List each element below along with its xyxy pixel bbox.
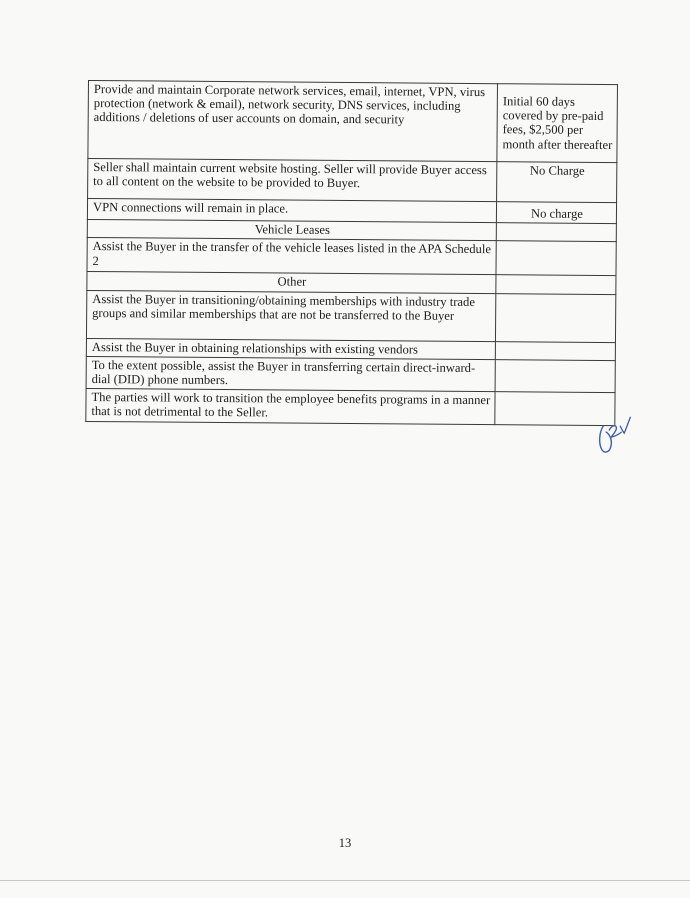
table-row <box>87 238 616 276</box>
row-description: To the extent possible, assist the Buyer in transferring certain direct-inward-dial (DID) phone numbers. <box>86 356 495 392</box>
row-description: Provide and maintain Corporate network services, email, internet, VPN, virus protection (network & email), network security, DNS services, including additions / deletions of user accounts on domain, and security <box>88 80 498 161</box>
row-fee <box>496 241 616 276</box>
table-row <box>88 80 618 162</box>
handwritten-initials <box>593 412 633 458</box>
row-fee-empty <box>496 275 616 294</box>
row-description: Seller shall maintain current website hosting. Seller will provide Buyer access to all content on the website to be provided to Buyer. <box>88 158 497 201</box>
table-row <box>86 389 615 426</box>
row-description: Assist the Buyer in transitioning/obtaining memberships with industry trade groups and similar memberships that are not be transferred to the Buyer <box>86 290 495 341</box>
page-number: 13 <box>338 836 352 850</box>
section-heading: Vehicle Leases <box>87 220 496 241</box>
row-fee: Initial 60 days covered by pre-paid fees, $2,500 per month after thereafter <box>497 84 618 163</box>
row-fee <box>495 359 615 392</box>
services-table <box>85 80 618 426</box>
scan-edge-line <box>0 880 690 881</box>
table-row <box>86 290 615 342</box>
table-row <box>88 158 617 202</box>
row-description: Assist the Buyer in obtaining relationships with existing vendors <box>86 338 495 359</box>
section-heading: Other <box>87 272 496 293</box>
row-fee <box>495 341 615 360</box>
row-fee <box>495 293 615 342</box>
row-fee: No charge <box>496 202 616 224</box>
row-fee-empty <box>496 223 616 242</box>
table-row <box>86 356 615 393</box>
row-description: The parties will work to transition the employee benefits programs in a manner that is not detrimental to the Seller. <box>86 389 495 425</box>
row-description: VPN connections will remain in place. <box>87 198 496 222</box>
row-fee: No Charge <box>497 162 617 203</box>
row-description: Assist the Buyer in the transfer of the vehicle leases listed in the APA Schedule 2 <box>87 238 496 275</box>
